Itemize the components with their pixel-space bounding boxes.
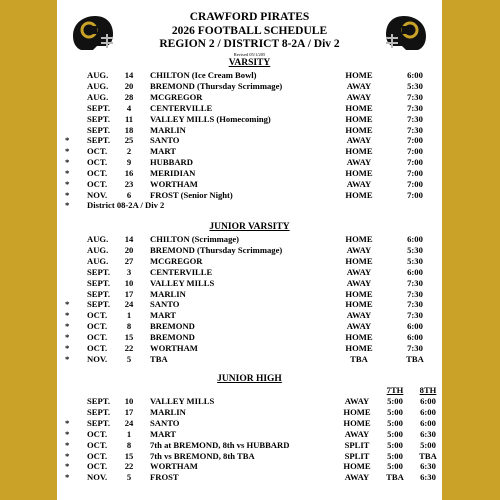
cell-day: 14 bbox=[124, 234, 134, 244]
cell-time: 7:30 bbox=[407, 113, 423, 124]
cell-time: 7:30 bbox=[407, 102, 423, 113]
cell-star: * bbox=[65, 332, 70, 343]
note-star: * bbox=[65, 200, 70, 210]
cell-opp: SANTO bbox=[150, 135, 180, 146]
cell-mon: OCT. bbox=[87, 428, 108, 439]
cell-mon: OCT. bbox=[87, 157, 108, 168]
cell-mon: OCT. bbox=[87, 332, 108, 343]
cell-time: 7:30 bbox=[407, 299, 423, 310]
cell-day: 9 bbox=[126, 157, 132, 168]
cell-day: 17 bbox=[124, 288, 134, 299]
cell-star: * bbox=[65, 439, 70, 450]
cell-time: 7:30 bbox=[407, 343, 423, 353]
cell-day: 22 bbox=[124, 343, 134, 353]
game-row bbox=[57, 354, 442, 365]
cell-jloc: AWAY bbox=[344, 396, 370, 406]
cell-star: * bbox=[65, 428, 70, 439]
cell-mon: SEPT. bbox=[87, 288, 111, 299]
cell-mon: NOV. bbox=[87, 189, 108, 200]
cell-t8: 5:00 bbox=[420, 439, 436, 450]
cell-day: 17 bbox=[124, 406, 134, 417]
cell-t8: 6:30 bbox=[420, 428, 436, 439]
cell-star: * bbox=[65, 179, 70, 189]
game-row bbox=[57, 343, 442, 354]
cell-day: 11 bbox=[124, 113, 134, 124]
cell-loc: AWAY bbox=[346, 135, 372, 146]
col-7th: 7TH bbox=[386, 385, 404, 395]
cell-jloc: AWAY bbox=[344, 428, 370, 439]
game-row bbox=[57, 256, 442, 267]
cell-mon: AUG. bbox=[87, 255, 109, 266]
cell-time: 6:00 bbox=[407, 266, 423, 277]
cell-time: 6:00 bbox=[407, 70, 423, 80]
cell-day: 5 bbox=[126, 353, 132, 364]
team-name: CRAWFORD PIRATES bbox=[189, 11, 310, 23]
cell-opp: MCGREGOR bbox=[150, 91, 203, 102]
cell-day: 10 bbox=[124, 277, 134, 288]
cell-opp: HUBBARD bbox=[150, 157, 193, 168]
cell-loc: HOME bbox=[345, 288, 373, 299]
cell-t7: 5:00 bbox=[387, 461, 403, 472]
jh-column-headers bbox=[57, 385, 442, 396]
cell-jloc: AWAY bbox=[344, 472, 370, 483]
cell-day: 20 bbox=[124, 244, 134, 255]
cell-day: 28 bbox=[124, 91, 134, 102]
cell-time: 7:30 bbox=[407, 91, 423, 102]
cell-t8: 6:00 bbox=[420, 417, 436, 428]
cell-star: * bbox=[65, 168, 70, 179]
cell-mon: SEPT. bbox=[87, 299, 111, 310]
game-row bbox=[57, 70, 442, 81]
cell-t8: 6:30 bbox=[420, 472, 436, 483]
cell-star: * bbox=[65, 417, 70, 428]
cell-mon: AUG. bbox=[87, 244, 109, 255]
cell-opp: MERIDIAN bbox=[150, 168, 196, 179]
cell-mon: OCT. bbox=[87, 461, 108, 472]
cell-time: 7:00 bbox=[407, 146, 423, 157]
cell-star: * bbox=[65, 472, 70, 483]
cell-t7: 5:00 bbox=[387, 396, 403, 406]
cell-time: 7:30 bbox=[407, 288, 423, 299]
game-row bbox=[57, 299, 442, 310]
cell-day: 1 bbox=[126, 310, 132, 321]
cell-day: 6 bbox=[126, 189, 132, 200]
cell-jloc: HOME bbox=[343, 417, 371, 428]
cell-loc: HOME bbox=[345, 332, 373, 343]
game-row bbox=[57, 135, 442, 146]
cell-mon: AUG. bbox=[87, 234, 109, 244]
cell-t7: 5:00 bbox=[387, 406, 403, 417]
cell-t7: 5:00 bbox=[387, 450, 403, 461]
jv-title: JUNIOR VARSITY bbox=[209, 222, 290, 232]
game-row bbox=[57, 179, 442, 190]
cell-opp: CHILTON (Scrimmage) bbox=[150, 234, 240, 244]
cell-time: 6:00 bbox=[407, 234, 423, 244]
varsity-title: VARSITY bbox=[228, 58, 271, 68]
cell-mon: OCT. bbox=[87, 310, 108, 321]
cell-opp: FROST (Senior Night) bbox=[150, 189, 233, 200]
cell-time: 7:00 bbox=[407, 135, 423, 146]
cell-loc: HOME bbox=[345, 146, 373, 157]
cell-day: 15 bbox=[124, 450, 134, 461]
game-row bbox=[57, 461, 442, 472]
game-row bbox=[57, 429, 442, 440]
cell-star: * bbox=[65, 310, 70, 321]
cell-opp: WORTHAM bbox=[150, 343, 198, 353]
cell-day: 22 bbox=[124, 461, 134, 472]
cell-time: 6:00 bbox=[407, 332, 423, 343]
jh-title: JUNIOR HIGH bbox=[217, 374, 282, 384]
cell-mon: SEPT. bbox=[87, 417, 111, 428]
cell-star: * bbox=[65, 450, 70, 461]
cell-opp: MART bbox=[150, 428, 176, 439]
cell-t7: 5:00 bbox=[387, 439, 403, 450]
cell-mon: SEPT. bbox=[87, 113, 111, 124]
cell-star: * bbox=[65, 189, 70, 200]
cell-opp: VALLEY MILLS bbox=[150, 277, 215, 288]
cell-opp: MARLIN bbox=[150, 288, 186, 299]
cell-jloc: SPLIT bbox=[344, 439, 370, 450]
cell-day: 24 bbox=[124, 299, 134, 310]
note-text: District 08-2A / Div 2 bbox=[87, 200, 165, 210]
schedule-title: 2026 FOOTBALL SCHEDULE bbox=[171, 25, 328, 37]
district-note bbox=[57, 200, 442, 211]
cell-star: * bbox=[65, 353, 70, 364]
cell-mon: OCT. bbox=[87, 450, 108, 461]
cell-loc: HOME bbox=[345, 113, 373, 124]
cell-star: * bbox=[65, 299, 70, 310]
cell-t7: TBA bbox=[386, 472, 404, 483]
game-row bbox=[57, 321, 442, 332]
cell-opp: MART bbox=[150, 310, 176, 321]
cell-star: * bbox=[65, 146, 70, 157]
cell-mon: AUG. bbox=[87, 70, 109, 80]
game-row bbox=[57, 103, 442, 114]
cell-loc: TBA bbox=[350, 353, 368, 364]
game-row bbox=[57, 451, 442, 462]
cell-day: 16 bbox=[124, 168, 134, 179]
cell-loc: AWAY bbox=[346, 321, 372, 332]
cell-opp: BREMOND (Thursday Scrimmage) bbox=[150, 244, 283, 255]
game-row bbox=[57, 396, 442, 407]
cell-loc: HOME bbox=[345, 102, 373, 113]
cell-loc: HOME bbox=[345, 234, 373, 244]
cell-day: 14 bbox=[124, 70, 134, 80]
cell-opp: CENTERVILLE bbox=[150, 266, 213, 277]
cell-mon: SEPT. bbox=[87, 124, 111, 135]
cell-time: 7:30 bbox=[407, 124, 423, 135]
cell-day: 3 bbox=[126, 266, 132, 277]
cell-loc: AWAY bbox=[346, 244, 372, 255]
cell-loc: AWAY bbox=[346, 157, 372, 168]
cell-star: * bbox=[65, 461, 70, 472]
cell-mon: SEPT. bbox=[87, 396, 111, 406]
cell-loc: HOME bbox=[345, 168, 373, 179]
cell-time: 6:00 bbox=[407, 321, 423, 332]
cell-jloc: SPLIT bbox=[344, 450, 370, 461]
cell-time: 7:00 bbox=[407, 157, 423, 168]
cell-opp: 7th vs BREMOND, 8th TBA bbox=[150, 450, 255, 461]
cell-mon: SEPT. bbox=[87, 277, 111, 288]
cell-loc: HOME bbox=[345, 70, 373, 80]
cell-star: * bbox=[65, 157, 70, 168]
cell-loc: AWAY bbox=[346, 310, 372, 321]
cell-opp: CENTERVILLE bbox=[150, 102, 213, 113]
cell-day: 15 bbox=[124, 332, 134, 343]
cell-opp: VALLEY MILLS (Homecoming) bbox=[150, 113, 271, 124]
cell-opp: MARLIN bbox=[150, 124, 186, 135]
cell-loc: AWAY bbox=[346, 277, 372, 288]
cell-t8: TBA bbox=[419, 450, 437, 461]
cell-day: 1 bbox=[126, 428, 132, 439]
cell-jloc: HOME bbox=[343, 461, 371, 472]
game-row bbox=[57, 267, 442, 278]
game-row bbox=[57, 245, 442, 256]
cell-opp: WORTHAM bbox=[150, 461, 198, 472]
cell-day: 24 bbox=[124, 417, 134, 428]
col-8th: 8TH bbox=[419, 385, 437, 395]
game-row bbox=[57, 440, 442, 451]
region-district: REGION 2 / DISTRICT 8-2A / Div 2 bbox=[159, 38, 340, 50]
cell-loc: AWAY bbox=[346, 91, 372, 102]
game-row bbox=[57, 472, 442, 483]
game-row bbox=[57, 125, 442, 136]
game-row bbox=[57, 146, 442, 157]
cell-time: 5:30 bbox=[407, 244, 423, 255]
game-row bbox=[57, 278, 442, 289]
cell-day: 8 bbox=[126, 439, 132, 450]
cell-mon: NOV. bbox=[87, 353, 108, 364]
game-row bbox=[57, 92, 442, 103]
cell-loc: AWAY bbox=[346, 80, 372, 91]
game-row bbox=[57, 310, 442, 321]
cell-t8: 6:00 bbox=[420, 406, 436, 417]
game-row bbox=[57, 114, 442, 125]
cell-opp: BREMOND (Thursday Scrimmage) bbox=[150, 80, 283, 91]
cell-day: 27 bbox=[124, 255, 134, 266]
cell-loc: AWAY bbox=[346, 179, 372, 189]
schedule-sheet bbox=[57, 0, 442, 500]
cell-mon: OCT. bbox=[87, 146, 108, 157]
cell-time: 7:30 bbox=[407, 277, 423, 288]
game-row bbox=[57, 81, 442, 92]
cell-day: 23 bbox=[124, 179, 134, 189]
cell-time: 7:00 bbox=[407, 189, 423, 200]
game-row bbox=[57, 168, 442, 179]
cell-mon: OCT. bbox=[87, 343, 108, 353]
cell-t7: 5:00 bbox=[387, 428, 403, 439]
cell-mon: SEPT. bbox=[87, 266, 111, 277]
cell-loc: HOME bbox=[345, 255, 373, 266]
cell-time: 5:30 bbox=[407, 80, 423, 91]
cell-day: 5 bbox=[126, 472, 132, 483]
cell-day: 2 bbox=[126, 146, 132, 157]
cell-mon: NOV. bbox=[87, 472, 108, 483]
game-row bbox=[57, 157, 442, 168]
cell-mon: OCT. bbox=[87, 179, 108, 189]
cell-opp: SANTO bbox=[150, 417, 180, 428]
cell-opp: BREMOND bbox=[150, 332, 195, 343]
cell-time: 5:30 bbox=[407, 255, 423, 266]
cell-loc: HOME bbox=[345, 343, 373, 353]
cell-loc: AWAY bbox=[346, 266, 372, 277]
cell-opp: TBA bbox=[150, 353, 168, 364]
cell-opp: MCGREGOR bbox=[150, 255, 203, 266]
cell-opp: SANTO bbox=[150, 299, 180, 310]
cell-opp: VALLEY MILLS bbox=[150, 396, 215, 406]
cell-opp: BREMOND bbox=[150, 321, 195, 332]
cell-mon: OCT. bbox=[87, 321, 108, 332]
cell-day: 10 bbox=[124, 396, 134, 406]
cell-star: * bbox=[65, 135, 70, 146]
game-row bbox=[57, 407, 442, 418]
cell-time: TBA bbox=[406, 353, 424, 364]
cell-star: * bbox=[65, 321, 70, 332]
cell-mon: SEPT. bbox=[87, 102, 111, 113]
cell-loc: HOME bbox=[345, 299, 373, 310]
cell-mon: AUG. bbox=[87, 80, 109, 91]
game-row bbox=[57, 234, 442, 245]
cell-day: 20 bbox=[124, 80, 134, 91]
cell-opp: 7th at BREMOND, 8th vs HUBBARD bbox=[150, 439, 290, 450]
cell-mon: AUG. bbox=[87, 91, 109, 102]
cell-mon: SEPT. bbox=[87, 135, 111, 146]
cell-day: 8 bbox=[126, 321, 132, 332]
cell-mon: SEPT. bbox=[87, 406, 111, 417]
cell-mon: OCT. bbox=[87, 439, 108, 450]
cell-opp: MART bbox=[150, 146, 176, 157]
cell-opp: MARLIN bbox=[150, 406, 186, 417]
game-row bbox=[57, 332, 442, 343]
cell-star: * bbox=[65, 343, 70, 353]
cell-time: 7:00 bbox=[407, 168, 423, 179]
cell-day: 25 bbox=[124, 135, 134, 146]
cell-time: 7:30 bbox=[407, 310, 423, 321]
cell-opp: CHILTON (Ice Cream Bowl) bbox=[150, 70, 257, 80]
cell-jloc: HOME bbox=[343, 406, 371, 417]
game-row bbox=[57, 418, 442, 429]
revised-date: Revised 05/1/205 bbox=[233, 52, 266, 57]
cell-opp: FROST bbox=[150, 472, 179, 483]
cell-mon: OCT. bbox=[87, 168, 108, 179]
game-row bbox=[57, 289, 442, 300]
cell-loc: HOME bbox=[345, 124, 373, 135]
cell-time: 7:00 bbox=[407, 179, 423, 189]
cell-loc: HOME bbox=[345, 189, 373, 200]
cell-t8: 6:00 bbox=[420, 396, 436, 406]
cell-opp: WORTHAM bbox=[150, 179, 198, 189]
cell-day: 18 bbox=[124, 124, 134, 135]
cell-t7: 5:00 bbox=[387, 417, 403, 428]
cell-day: 4 bbox=[126, 102, 132, 113]
cell-t8: 6:30 bbox=[420, 461, 436, 472]
